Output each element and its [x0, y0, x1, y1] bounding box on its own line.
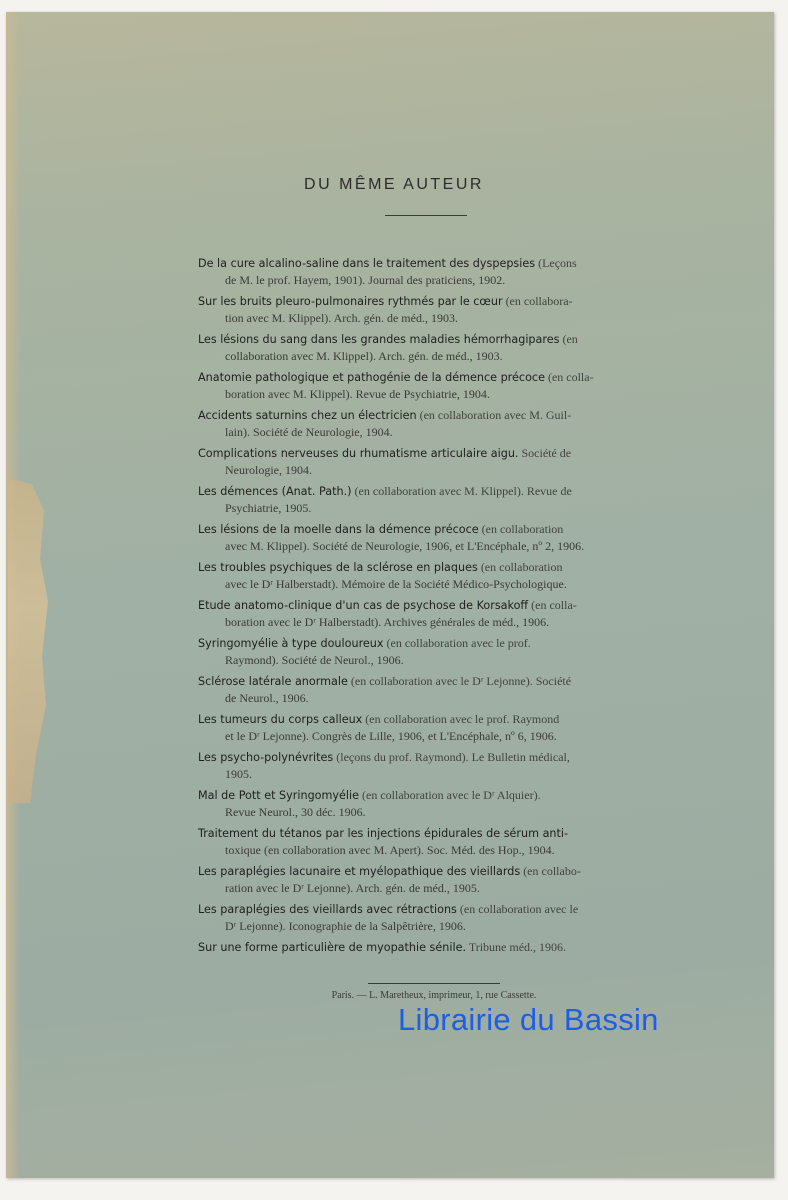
- entry-title: Mal de Pott et Syringomyélie: [198, 789, 360, 802]
- list-item: [198, 749, 656, 783]
- entry-continuation: ration avec le Dʳ Lejonne). Arch. gén. de méd., 1905.: [225, 881, 480, 895]
- entry-detail: (en collaboration: [478, 522, 564, 536]
- entry-title: Traitement du tétanos par les injections épidurales de sérum anti-: [198, 827, 569, 840]
- list-item: [198, 559, 656, 593]
- printer-imprint: Paris. — L. Maretheux, imprimeur, 1, rue Cassette.: [331, 990, 537, 1001]
- list-item: [198, 255, 656, 289]
- entry-title: Les troubles psychiques de la sclérose en plaques: [198, 561, 478, 574]
- title-divider: [385, 215, 467, 216]
- entry-continuation: Revue Neurol., 30 déc. 1906.: [225, 805, 366, 819]
- entry-detail: (en collaboration avec le Dʳ Alquier).: [359, 788, 541, 802]
- entry-title: Les tumeurs du corps calleux: [198, 713, 363, 726]
- entry-continuation: boration avec le Dʳ Halberstadt). Archives générales de méd., 1906.: [225, 615, 550, 629]
- list-item: [198, 331, 656, 365]
- list-item: [198, 901, 656, 935]
- entry-title: Les lésions de la moelle dans la démence précoce: [198, 523, 479, 536]
- entry-continuation: Psychiatrie, 1905.: [225, 501, 312, 515]
- entry-continuation: et le Dʳ Lejonne). Congrès de Lille, 1906, et L'Encéphale, nº 6, 1906.: [225, 729, 557, 743]
- entry-detail: (leçons du prof. Raymond). Le Bulletin médical,: [333, 750, 570, 764]
- entry-title: Les paraplégies des vieillards avec rétractions: [198, 903, 457, 916]
- bibliography-list: [198, 255, 656, 960]
- entry-detail: (en collaboration avec le prof. Raymond: [362, 712, 560, 726]
- list-item: [198, 825, 656, 859]
- entry-detail: Tribune méd., 1906.: [466, 940, 567, 954]
- entry-title: Anatomie pathologique et pathogénie de la démence précoce: [198, 371, 545, 384]
- entry-title: Accidents saturnins chez un électricien: [198, 409, 417, 422]
- list-item: [198, 597, 656, 631]
- entry-title: Les lésions du sang dans les grandes maladies hémorrhagipares: [198, 333, 560, 346]
- entry-title: Les démences (Anat. Path.): [198, 485, 352, 498]
- list-item: [198, 673, 656, 707]
- entry-continuation: toxique (en collaboration avec M. Apert). Soc. Méd. des Hop., 1904.: [225, 843, 555, 857]
- list-item: [198, 483, 656, 517]
- list-item: [198, 635, 656, 669]
- entry-detail: (en collaboration avec M. Guil-: [416, 408, 572, 422]
- list-item: [198, 369, 656, 403]
- entry-title: Sur les bruits pleuro-pulmonaires rythmés par le cœur: [198, 295, 503, 308]
- list-item: [198, 939, 656, 956]
- list-item: [198, 521, 656, 555]
- entry-title: Sur une forme particulière de myopathie sénile.: [198, 941, 467, 954]
- entry-title: Etude anatomo-clinique d'un cas de psychose de Korsakoff: [198, 599, 529, 612]
- entry-title: Sclérose latérale anormale: [198, 675, 348, 688]
- list-item: [198, 863, 656, 897]
- entry-continuation: avec M. Klippel). Société de Neurologie, 1906, et L'Encéphale, nº 2, 1906.: [225, 539, 585, 553]
- entry-detail: (en: [559, 332, 578, 346]
- entry-continuation: de M. le prof. Hayem, 1901). Journal des praticiens, 1902.: [225, 273, 506, 287]
- imprint-divider: [368, 983, 500, 984]
- list-item: [198, 407, 656, 441]
- entry-continuation: 1905.: [225, 767, 252, 781]
- entry-detail: (en collabora-: [502, 294, 573, 308]
- list-item: [198, 787, 656, 821]
- entry-detail: (en collaboration: [477, 560, 563, 574]
- entry-detail: (en colla-: [528, 598, 577, 612]
- bookseller-watermark: Librairie du Bassin: [398, 1002, 659, 1037]
- entry-continuation: tion avec M. Klippel). Arch. gén. de méd., 1903.: [225, 311, 458, 325]
- list-item: [198, 293, 656, 327]
- entry-title: Les paraplégies lacunaire et myélopathique des vieillards: [198, 865, 521, 878]
- entry-title: De la cure alcalino-saline dans le traitement des dyspepsies: [198, 257, 536, 270]
- entry-detail: (en collaboration avec le prof.: [383, 636, 531, 650]
- entry-title: Syringomyélie à type douloureux: [198, 637, 384, 650]
- entry-continuation: Raymond). Société de Neurol., 1906.: [225, 653, 404, 667]
- entry-detail: (en collabo-: [520, 864, 581, 878]
- entry-detail: (en colla-: [544, 370, 594, 384]
- list-item: [198, 711, 656, 745]
- entry-continuation: de Neurol., 1906.: [225, 691, 309, 705]
- entry-continuation: Neurologie, 1904.: [225, 463, 312, 477]
- entry-detail: (Leçons: [535, 256, 577, 270]
- entry-continuation: avec le Dʳ Halberstadt). Mémoire de la Société Médico-Psychologique.: [225, 577, 567, 591]
- page-title: DU MÊME AUTEUR: [304, 176, 484, 193]
- entry-continuation: Dʳ Lejonne). Iconographie de la Salpêtrière, 1906.: [225, 919, 466, 933]
- entry-detail: (en collaboration avec le: [456, 902, 579, 916]
- entry-detail: Société de: [518, 446, 572, 460]
- entry-detail: (en collaboration avec M. Klippel). Revue de: [351, 484, 572, 498]
- entry-continuation: lain). Société de Neurologie, 1904.: [225, 425, 393, 439]
- entry-continuation: collaboration avec M. Klippel). Arch. gén. de méd., 1903.: [225, 349, 503, 363]
- entry-continuation: boration avec M. Klippel). Revue de Psychiatrie, 1904.: [225, 387, 490, 401]
- list-item: [198, 445, 656, 479]
- entry-title: Complications nerveuses du rhumatisme articulaire aigu.: [198, 447, 519, 460]
- entry-title: Les psycho-polynévrites: [198, 751, 334, 764]
- entry-detail: (en collaboration avec le Dʳ Lejonne). Société: [347, 674, 572, 688]
